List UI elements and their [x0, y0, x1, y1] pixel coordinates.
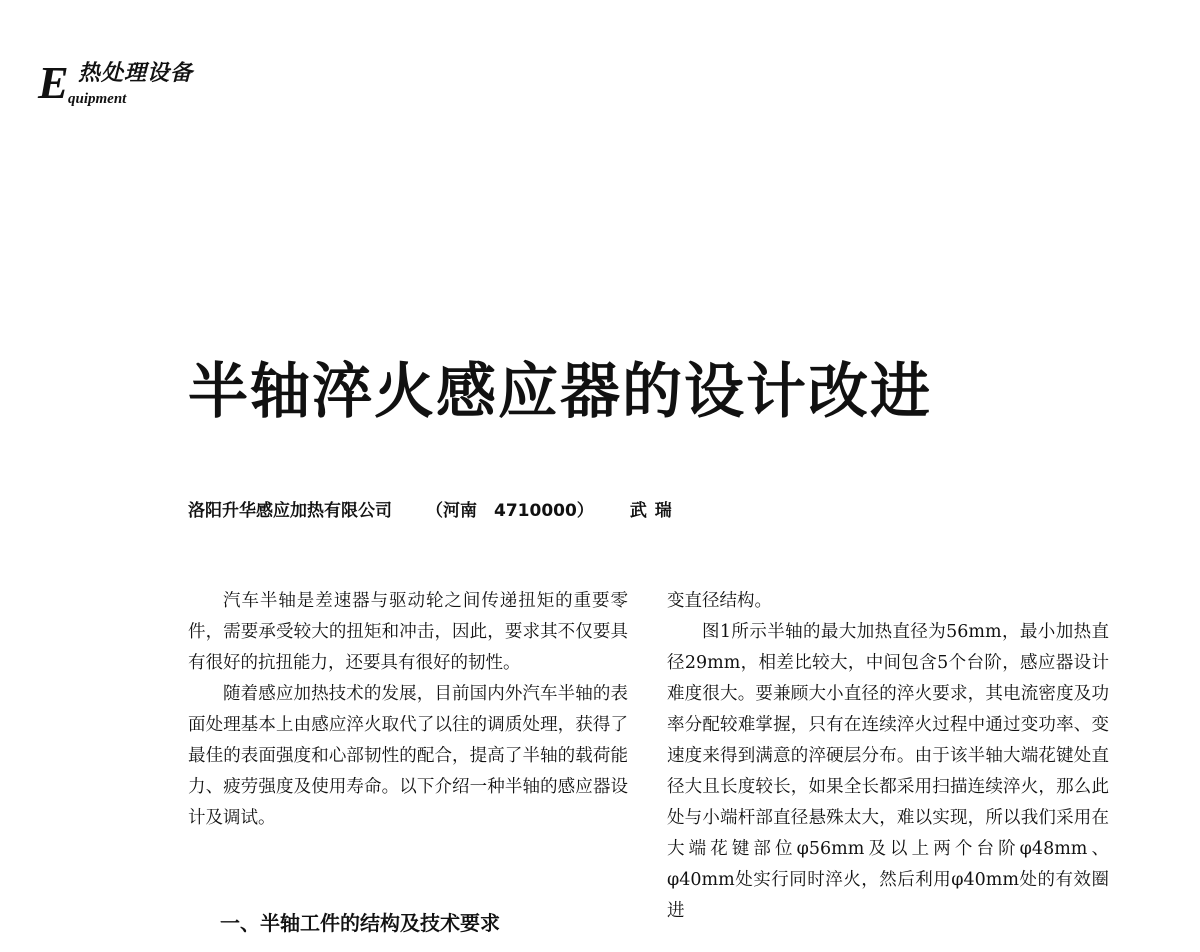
affiliation: 洛阳升华感应加热有限公司: [188, 501, 392, 521]
paragraph: 汽车半轴是差速器与驱动轮之间传递扭矩的重要零件，需要承受较大的扭矩和冲击，因此，要求其不仅要具有很好的抗扭能力，还要具有很好的韧性。: [188, 591, 628, 673]
section-name-english: quipment: [68, 91, 127, 107]
journal-section-logo: [38, 58, 258, 118]
section-heading: 一、半轴工件的结构及技术要求: [220, 911, 500, 935]
paragraph: 变直径结构。: [667, 591, 772, 611]
paragraph: 随着感应加热技术的发展，目前国内外汽车半轴的表面处理基本上由感应淬火取代了以往的调质处理，获得了最佳的表面强度和心部韧性的配合，提高了半轴的载荷能力、疲劳强度及使用寿命。以下介绍一种半轴的感应器设计及调试。: [188, 684, 628, 828]
left-column: [188, 586, 628, 834]
region-postcode: （河南 4710000）: [426, 501, 594, 521]
article-title: 半轴淬火感应器的设计改进: [188, 357, 932, 427]
byline: [188, 500, 680, 522]
author-name: 武瑞: [629, 501, 680, 521]
right-column: [667, 586, 1109, 927]
logo-letter: E: [38, 57, 69, 108]
section-name-chinese: 热处理设备: [78, 61, 194, 86]
paragraph: 图1所示半轴的最大加热直径为56mm，最小加热直径29mm，相差比较大，中间包含5个台阶，感应器设计难度很大。要兼顾大小直径的淬火要求，其电流密度及功率分配较难掌握，只有在连续淬火过程中通过变功率、变速度来得到满意的淬硬层分布。由于该半轴大端花键处直径大且长度较长，如果全长都采用扫描连续淬火，那么此处与小端杆部直径悬殊太大，难以实现，所以我们采用在大端花键部位φ56mm及以上两个台阶φ48mm、φ40mm处实行同时淬火，然后利用φ40mm处的有效圈进: [667, 622, 1109, 921]
